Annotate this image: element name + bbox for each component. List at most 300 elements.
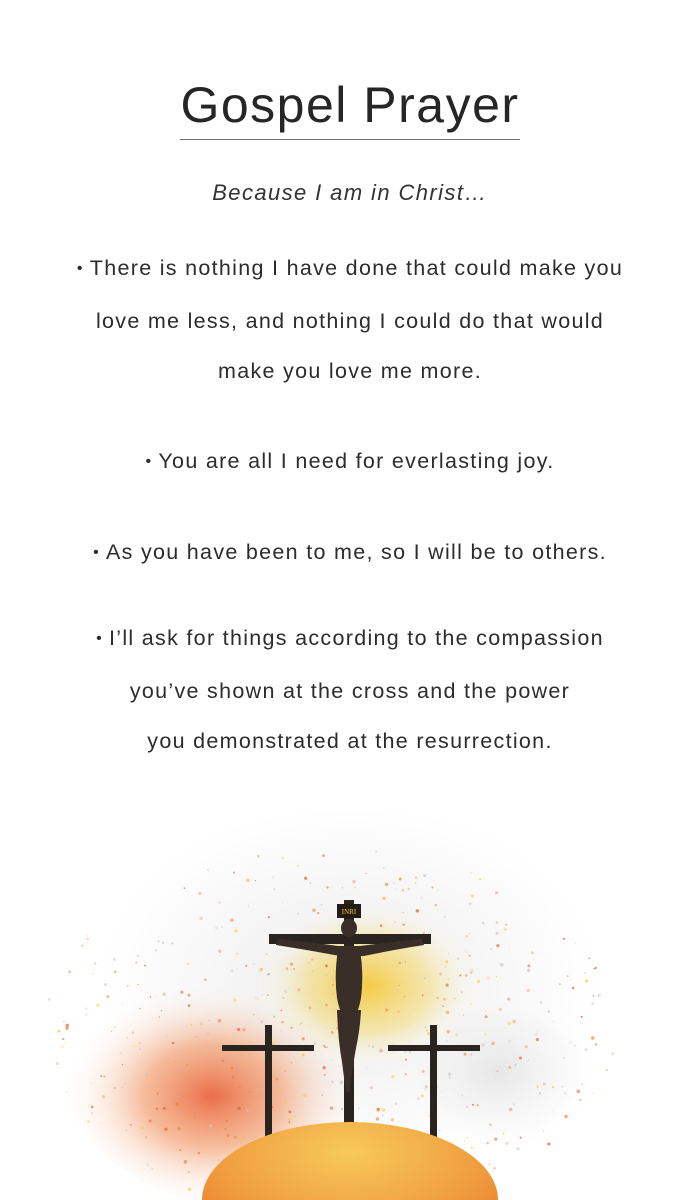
speckle: [593, 995, 595, 997]
speckle: [380, 925, 382, 927]
speckle: [104, 983, 107, 986]
speckle: [444, 916, 446, 918]
speckle: [144, 965, 146, 967]
speckle: [441, 1091, 442, 1092]
speckle: [325, 964, 328, 967]
speckle: [280, 1010, 282, 1012]
speckle: [309, 1006, 312, 1009]
speckle: [257, 999, 259, 1001]
speckle: [314, 1043, 316, 1045]
speckle: [494, 1137, 497, 1140]
speckle: [284, 1070, 286, 1072]
speckle: [527, 969, 531, 973]
speckle: [477, 1104, 479, 1106]
speckle: [415, 882, 417, 884]
speckle: [87, 1120, 90, 1123]
prayer-point-1-line-3: make you love me more.: [218, 359, 482, 383]
speckle: [310, 882, 311, 883]
speckle: [370, 1086, 373, 1089]
speckle: [284, 990, 288, 994]
speckle: [186, 1064, 188, 1066]
speckle: [96, 1004, 99, 1007]
speckle: [317, 912, 319, 914]
speckle: [324, 1074, 326, 1076]
speckle: [464, 1140, 466, 1142]
speckle: [158, 941, 159, 942]
speckle: [123, 1082, 126, 1085]
prayer-point-1: [30, 243, 670, 396]
speckle: [461, 991, 463, 993]
speckle: [424, 977, 426, 979]
speckle: [403, 912, 404, 913]
speckle: [442, 1005, 444, 1007]
speckle: [236, 956, 237, 957]
speckle: [293, 968, 295, 970]
speckle: [612, 1053, 614, 1055]
speckle: [323, 1066, 326, 1069]
speckle: [172, 1042, 175, 1045]
speckle: [322, 1095, 323, 1096]
speckle: [487, 976, 490, 979]
speckle: [331, 1081, 333, 1083]
speckle: [582, 1084, 583, 1085]
speckle: [200, 917, 203, 920]
speckle: [513, 1103, 516, 1106]
speckle: [288, 987, 290, 989]
speckle: [281, 1021, 283, 1023]
speckle: [102, 1095, 105, 1098]
speckle: [219, 902, 221, 904]
speckle: [445, 966, 447, 968]
speckle: [373, 967, 374, 968]
speckle: [383, 867, 385, 869]
speckle: [540, 1001, 542, 1003]
speckle: [290, 963, 293, 966]
speckle: [471, 1147, 473, 1149]
bullet-icon: •: [93, 544, 100, 561]
speckle: [242, 1028, 245, 1031]
speckle: [303, 1093, 306, 1096]
speckle: [385, 883, 388, 886]
speckle: [449, 1077, 451, 1079]
speckle: [150, 1039, 151, 1040]
speckle: [68, 970, 71, 973]
speckle: [581, 1016, 583, 1018]
speckle: [448, 953, 449, 954]
speckle: [259, 968, 263, 972]
speckle: [399, 878, 402, 881]
speckle: [266, 954, 267, 955]
speckle: [553, 1021, 554, 1022]
speckle: [332, 984, 334, 986]
speckle: [535, 1033, 538, 1036]
speckle: [405, 1073, 407, 1075]
page-title: Gospel Prayer: [180, 78, 519, 140]
speckle: [455, 1033, 458, 1036]
speckle: [297, 988, 300, 991]
crucifixion-illustration: [0, 800, 700, 1200]
speckle: [282, 902, 283, 903]
speckle: [187, 994, 190, 997]
speckle: [324, 1046, 326, 1048]
speckle: [140, 1049, 141, 1050]
speckle: [190, 1024, 192, 1026]
speckle: [486, 1142, 489, 1145]
speckle: [92, 973, 93, 974]
speckle: [65, 1027, 68, 1030]
speckle: [175, 1102, 179, 1106]
prayer-point-4-line-2: you’ve shown at the cross and the power: [129, 679, 571, 703]
speckle: [331, 1031, 334, 1034]
speckle: [445, 983, 448, 986]
speckle: [539, 1092, 542, 1095]
speckle: [577, 1090, 581, 1094]
speckle: [326, 1047, 327, 1048]
speckle: [145, 992, 147, 994]
speckle: [437, 889, 438, 890]
speckle: [415, 876, 417, 878]
speckle: [399, 985, 400, 986]
speckle: [432, 886, 434, 888]
prayer-point-4-line-3: you demonstrated at the resurrection.: [147, 729, 553, 753]
speckle: [470, 1003, 472, 1005]
speckle: [422, 1070, 425, 1073]
speckle: [268, 916, 270, 918]
speckle: [230, 969, 233, 972]
speckle: [91, 1106, 94, 1109]
speckle: [114, 1026, 116, 1028]
speckle: [326, 1071, 328, 1073]
speckle: [466, 1137, 468, 1139]
speckle: [593, 1092, 595, 1094]
speckle: [180, 991, 183, 994]
speckle: [422, 994, 424, 996]
speckle: [393, 882, 396, 885]
speckle: [414, 1030, 415, 1031]
speckle: [543, 1130, 545, 1132]
speckle: [445, 960, 448, 963]
speckle: [435, 904, 437, 906]
speckle: [379, 1048, 380, 1049]
speckle: [90, 1112, 93, 1115]
speckle: [245, 965, 247, 967]
speckle: [469, 955, 471, 957]
speckle: [273, 1015, 276, 1018]
speckle: [491, 1042, 495, 1046]
speckle: [606, 1069, 608, 1071]
speckle: [459, 974, 461, 976]
speckle: [288, 1121, 290, 1123]
speckle: [492, 1170, 493, 1171]
speckle: [122, 1004, 124, 1006]
speckle: [249, 1091, 251, 1093]
speckle: [113, 958, 116, 961]
speckle: [282, 857, 284, 859]
speckle: [200, 1022, 203, 1025]
speckle: [402, 889, 404, 891]
speckle: [267, 994, 268, 995]
speckle: [574, 1045, 576, 1047]
speckle: [340, 1081, 343, 1084]
speckle: [234, 1136, 237, 1139]
speckle: [527, 989, 530, 992]
speckle: [126, 1130, 127, 1131]
speckle: [132, 1032, 134, 1034]
prayer-point-2-line-1: • You are all I need for everlasting joy.: [145, 449, 555, 473]
speckle: [300, 959, 301, 960]
speckle: [477, 980, 480, 983]
speckle: [177, 1127, 180, 1130]
speckle: [100, 1122, 101, 1123]
speckle: [591, 1036, 594, 1039]
speckle: [585, 1048, 588, 1051]
speckle: [584, 972, 586, 974]
speckle: [484, 1033, 487, 1036]
speckle: [135, 962, 137, 964]
speckle: [284, 1102, 286, 1104]
speckle: [323, 1045, 325, 1047]
speckle: [253, 1014, 254, 1015]
speckle: [595, 1043, 597, 1045]
speckle: [426, 1030, 427, 1031]
speckle: [395, 1103, 397, 1105]
speckle: [552, 1086, 554, 1088]
speckle: [171, 942, 173, 944]
speckle: [198, 1152, 200, 1154]
speckle: [552, 1111, 553, 1112]
speckle: [276, 1120, 278, 1122]
speckle: [563, 938, 565, 940]
speckle: [162, 993, 166, 997]
speckle: [332, 1059, 333, 1060]
speckle: [427, 1032, 430, 1035]
speckle: [572, 987, 575, 990]
speckle: [114, 1087, 116, 1089]
speckle: [315, 1055, 316, 1056]
speckle: [288, 1118, 291, 1121]
speckle: [416, 909, 419, 912]
speckle: [505, 924, 507, 926]
speckle: [63, 1021, 65, 1023]
speckle: [184, 1160, 188, 1164]
speckle: [443, 998, 446, 1001]
speckle: [409, 1014, 410, 1015]
speckle: [385, 1008, 388, 1011]
speckle: [466, 1106, 468, 1108]
speckle: [379, 1049, 382, 1052]
speckle: [330, 1106, 333, 1109]
speckle: [302, 1054, 305, 1057]
speckle: [465, 974, 468, 977]
speckle: [61, 1045, 65, 1049]
speckle: [417, 1097, 420, 1100]
speckle: [234, 1052, 236, 1054]
speckle: [138, 984, 139, 985]
speckle: [508, 1040, 511, 1043]
speckle: [111, 1031, 112, 1032]
speckle: [188, 1188, 191, 1191]
speckle: [188, 1004, 191, 1007]
speckle: [570, 979, 572, 981]
speckle: [62, 1038, 64, 1040]
speckle: [594, 968, 596, 970]
speckle: [505, 1142, 508, 1145]
speckle: [507, 998, 510, 1001]
speckle: [297, 865, 299, 867]
speckle: [234, 998, 237, 1001]
speckle: [215, 926, 218, 929]
speckle: [519, 1056, 522, 1059]
speckle: [447, 978, 450, 981]
speckle: [391, 1075, 394, 1078]
speckle: [139, 1042, 141, 1044]
speckle: [326, 1028, 327, 1029]
speckle: [184, 887, 186, 889]
speckle: [230, 918, 234, 922]
prayer-point-4-line-1: • I’ll ask for things according to the compassion: [96, 626, 604, 650]
speckle: [258, 970, 260, 972]
speckle: [437, 997, 439, 999]
speckle: [261, 994, 263, 996]
speckle: [161, 1010, 162, 1011]
speckle: [491, 948, 492, 949]
speckle: [464, 1053, 467, 1056]
speckle: [469, 933, 471, 935]
speckle: [151, 1168, 153, 1170]
speckle: [103, 1075, 105, 1077]
speckle: [579, 1098, 582, 1101]
speckle: [466, 935, 468, 937]
speckle: [148, 1114, 151, 1117]
speckle: [562, 1086, 564, 1088]
speckle: [218, 950, 221, 953]
speckle: [496, 976, 497, 977]
speckle: [127, 1037, 128, 1038]
speckle: [446, 1011, 449, 1014]
speckle: [382, 1108, 385, 1111]
speckle: [312, 908, 315, 911]
speckle: [325, 1004, 328, 1007]
speckle: [237, 1028, 240, 1031]
speckle: [175, 1061, 176, 1062]
speckle: [94, 962, 96, 964]
speckle: [150, 996, 152, 998]
speckle: [470, 969, 473, 972]
subtitle: Because I am in Christ…: [212, 180, 488, 205]
speckle: [397, 1011, 399, 1013]
bullet-icon: •: [76, 260, 84, 277]
title-wrap: [0, 78, 700, 140]
speckle: [274, 889, 275, 890]
speckle: [207, 869, 209, 871]
speckle: [407, 888, 410, 891]
speckle: [504, 928, 505, 929]
speckle: [423, 963, 424, 964]
speckle: [87, 938, 89, 940]
speckle: [100, 1075, 102, 1077]
speckle: [66, 1024, 70, 1028]
speckle: [209, 1020, 210, 1021]
speckle: [525, 1045, 528, 1048]
speckle: [508, 1022, 511, 1025]
speckle: [391, 1118, 394, 1121]
speckle: [290, 969, 291, 970]
prayer-point-3: [30, 527, 670, 580]
speckle: [326, 886, 328, 888]
speckle: [248, 905, 249, 906]
speckle: [218, 1019, 222, 1023]
speckle: [592, 1002, 595, 1005]
speckle: [130, 1124, 132, 1126]
speckle: [463, 1014, 464, 1015]
speckle: [89, 1105, 90, 1106]
speckle: [496, 1070, 497, 1071]
speckle: [198, 892, 201, 895]
speckle: [428, 1115, 430, 1117]
speckle: [58, 1030, 61, 1033]
speckle: [119, 1052, 121, 1054]
speckle: [280, 1030, 282, 1032]
speckle: [548, 1010, 550, 1012]
speckle: [461, 1095, 463, 1097]
speckle: [209, 1124, 212, 1127]
speckle: [231, 1067, 234, 1070]
speckle: [127, 985, 129, 987]
prayer-point-3-line-1: • As you have been to me, so I will be to others.: [93, 540, 607, 564]
speckle: [424, 1089, 426, 1091]
speckle: [519, 1136, 521, 1138]
prayer-point-1-line-2: love me less, and nothing I could do that would: [95, 309, 605, 333]
speckle: [166, 1035, 168, 1037]
speckle: [257, 855, 260, 858]
speckle: [376, 1117, 379, 1120]
speckle: [311, 958, 314, 961]
speckle: [403, 996, 405, 998]
speckle: [325, 975, 327, 977]
speckle: [267, 973, 269, 975]
speckle: [342, 887, 343, 888]
speckle: [366, 1068, 368, 1070]
speckle: [470, 972, 472, 974]
speckle: [516, 1147, 519, 1150]
speckle: [193, 1147, 194, 1148]
speckle: [509, 1108, 513, 1112]
speckle: [496, 944, 499, 947]
speckle: [536, 1038, 539, 1041]
speckle: [563, 1057, 565, 1059]
speckle: [445, 1040, 447, 1042]
speckle: [404, 961, 406, 963]
speckle: [495, 891, 498, 894]
bullet-icon: •: [145, 453, 153, 470]
speckle: [339, 1065, 341, 1067]
speckle: [297, 913, 298, 914]
speckle: [508, 1066, 511, 1069]
speckle: [277, 1089, 278, 1090]
speckle: [122, 1064, 123, 1065]
speckle: [588, 957, 590, 959]
speckle: [395, 888, 396, 889]
speckle: [155, 949, 157, 951]
speckle: [217, 1159, 219, 1161]
speckle: [302, 1037, 305, 1040]
speckle: [293, 1115, 295, 1117]
speckle: [575, 943, 576, 944]
speckle: [56, 1062, 59, 1065]
speckle: [421, 1094, 424, 1097]
speckle: [446, 1030, 449, 1033]
speckle: [489, 1123, 492, 1126]
